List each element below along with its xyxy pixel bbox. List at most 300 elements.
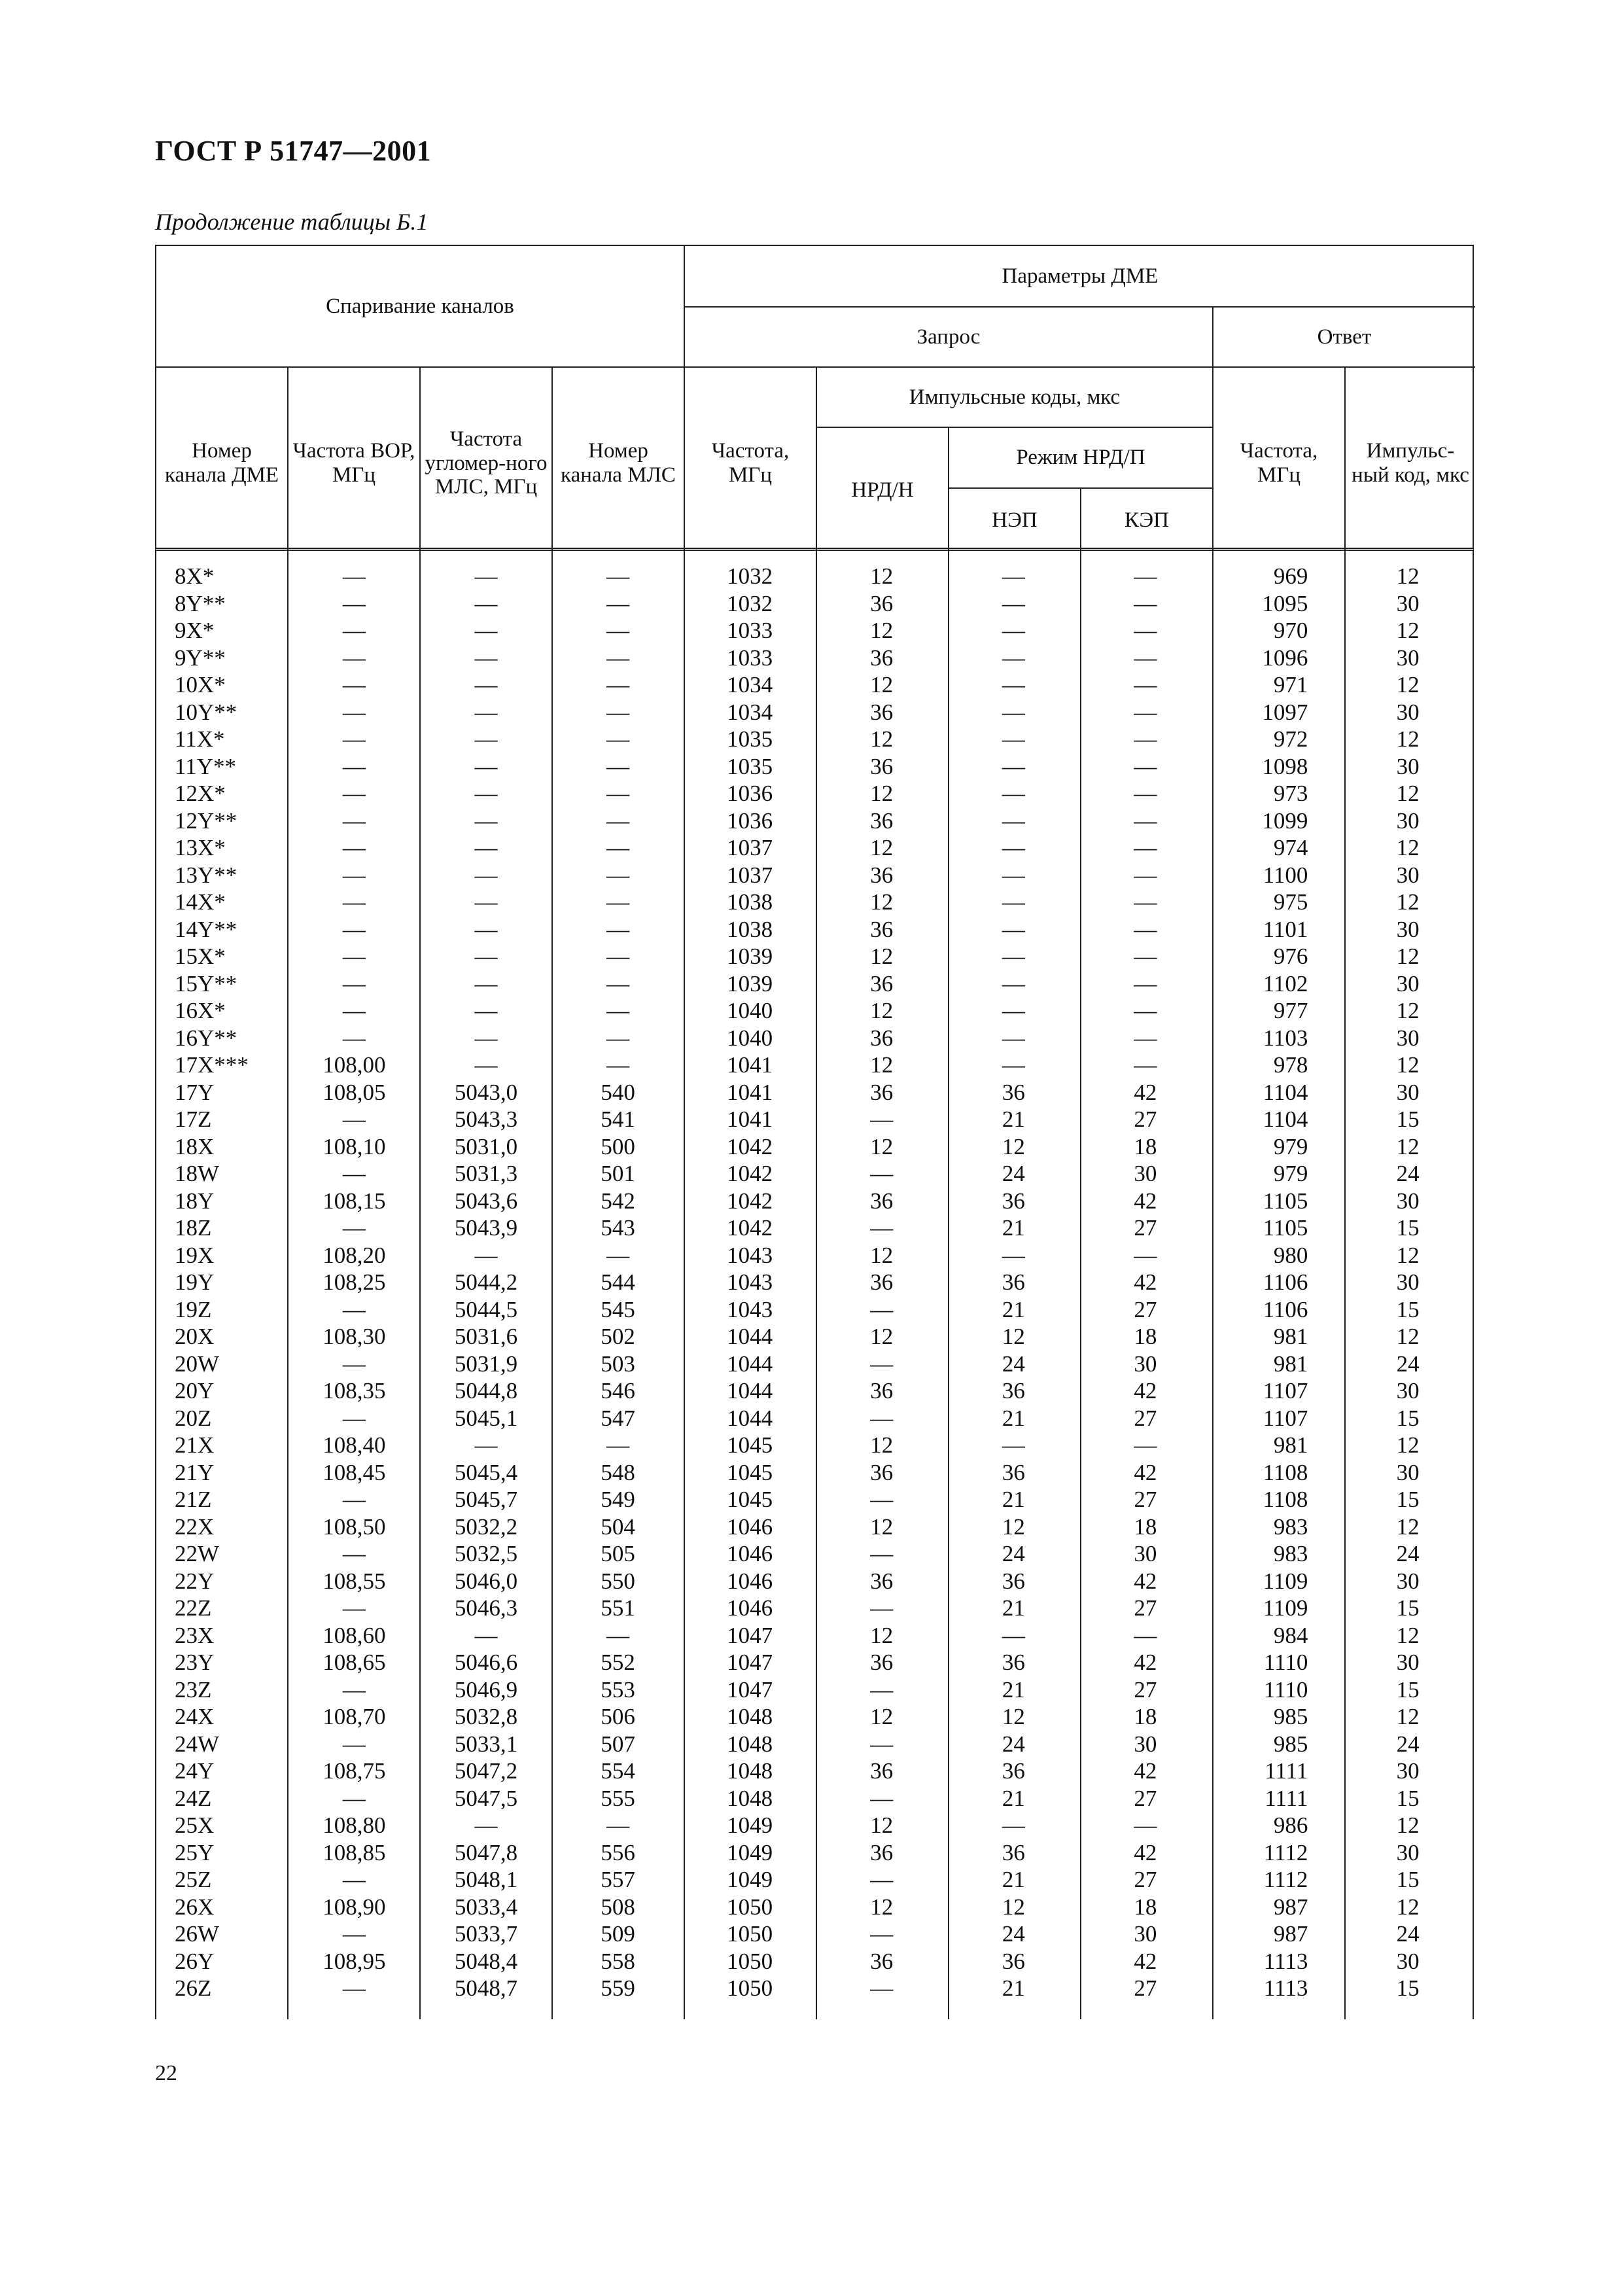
cell-vor-freq: — [342, 1921, 366, 1947]
cell-mls-channel: 559 [601, 1975, 635, 2001]
cell-response-code: 15 [1396, 1867, 1420, 1892]
cell-response-freq: 983 [1273, 1513, 1308, 1540]
cell-response-freq: 970 [1273, 618, 1308, 643]
cell-vor-freq: 108,20 [323, 1242, 386, 1268]
cell-response-code: 30 [1396, 1188, 1420, 1214]
cell-mls-angle-freq: — [474, 726, 498, 752]
cell-response-code: 12 [1396, 1622, 1420, 1648]
cell-dme-channel: 12X* [175, 781, 226, 806]
table-row [156, 1160, 1473, 1188]
cell-dme-channel: 21Z [175, 1487, 212, 1512]
cell-dme-channel: 23Z [175, 1676, 212, 1703]
cell-response-freq: 979 [1273, 1161, 1308, 1186]
cell-request-freq: 1041 [727, 1079, 773, 1105]
cell-kep: 27 [1134, 1975, 1157, 2001]
cell-response-freq: 1111 [1265, 1785, 1308, 1811]
table-row [156, 1649, 1473, 1676]
cell-request-freq: 1046 [727, 1513, 773, 1540]
cell-nrd-n: 12 [870, 1133, 894, 1159]
table-row [156, 1405, 1473, 1432]
cell-kep: 27 [1134, 1676, 1157, 1703]
table-row [156, 617, 1473, 645]
cell-mls-angle-freq: 5031,9 [454, 1351, 518, 1377]
cell-kep: 30 [1134, 1541, 1157, 1566]
cell-vor-freq: — [342, 1731, 366, 1757]
cell-request-freq: 1050 [727, 1921, 773, 1947]
cell-nep: 36 [1002, 1568, 1025, 1594]
cell-mls-angle-freq: — [474, 1242, 498, 1268]
cell-mls-channel: 543 [601, 1215, 635, 1241]
cell-response-code: 30 [1396, 807, 1420, 834]
cell-nep: — [1002, 1242, 1025, 1268]
cell-nep: — [1002, 1812, 1025, 1838]
cell-vor-freq: 108,10 [323, 1133, 386, 1159]
cell-nrd-n: — [870, 1975, 894, 2001]
cell-response-freq: 1108 [1263, 1487, 1308, 1512]
cell-dme-channel: 15X* [175, 944, 226, 969]
cell-response-freq: 969 [1273, 563, 1308, 589]
cell-kep: 27 [1134, 1215, 1157, 1241]
cell-nep: 36 [1002, 1758, 1025, 1784]
cell-vor-freq: 108,55 [323, 1568, 386, 1594]
cell-kep: 30 [1134, 1161, 1157, 1186]
cell-vor-freq: — [342, 970, 366, 997]
cell-dme-channel: 26X [175, 1894, 215, 1920]
cell-response-freq: 1107 [1263, 1378, 1308, 1404]
cell-dme-channel: 26Z [175, 1975, 212, 2001]
header-response-freq: Частота, МГц [1213, 368, 1346, 552]
cell-response-freq: 1096 [1262, 645, 1308, 671]
cell-response-freq: 1099 [1262, 807, 1308, 834]
table-row [156, 1866, 1473, 1894]
cell-vor-freq: — [342, 1405, 366, 1431]
cell-response-freq: 1112 [1263, 1867, 1308, 1892]
cell-response-code: 15 [1396, 1405, 1420, 1431]
cell-kep: — [1134, 618, 1157, 643]
cell-response-code: 12 [1396, 1242, 1420, 1268]
cell-response-code: 30 [1396, 1650, 1420, 1675]
cell-mls-channel: — [606, 862, 630, 888]
cell-vor-freq: 108,45 [323, 1459, 386, 1485]
cell-mls-channel: — [606, 1622, 630, 1648]
cell-nep: — [1002, 726, 1025, 752]
cell-vor-freq: — [342, 807, 366, 834]
cell-mls-channel: — [606, 1812, 630, 1838]
cell-request-freq: 1032 [727, 590, 773, 616]
cell-response-freq: 1104 [1263, 1106, 1308, 1132]
cell-vor-freq: 108,15 [323, 1188, 386, 1214]
cell-mls-angle-freq: 5043,6 [454, 1188, 518, 1214]
cell-nrd-n: 36 [870, 970, 894, 997]
table-row [156, 1948, 1473, 1975]
cell-request-freq: 1045 [727, 1459, 773, 1485]
table-row [156, 1757, 1473, 1785]
cell-request-freq: 1050 [727, 1948, 773, 1974]
cell-mls-angle-freq: — [474, 1622, 498, 1648]
table-row [156, 1839, 1473, 1867]
table-row [156, 1351, 1473, 1378]
cell-kep: — [1134, 1025, 1157, 1051]
cell-vor-freq: — [342, 862, 366, 888]
cell-response-freq: 985 [1273, 1731, 1308, 1757]
cell-dme-channel: 22Y [175, 1568, 215, 1594]
cell-vor-freq: — [342, 563, 366, 589]
cell-mls-angle-freq: — [474, 1432, 498, 1458]
cell-vor-freq: — [342, 1025, 366, 1051]
cell-mls-angle-freq: 5044,2 [454, 1269, 518, 1295]
cell-vor-freq: — [342, 699, 366, 725]
header-pulse-codes: Импульсные коды, мкс [817, 368, 1213, 428]
table-row [156, 1079, 1473, 1106]
cell-nep: 36 [1002, 1650, 1025, 1675]
cell-nrd-n: — [870, 1405, 894, 1431]
cell-nrd-n: 36 [870, 753, 894, 779]
cell-nep: 21 [1002, 1296, 1025, 1322]
cell-nep: — [1002, 1025, 1025, 1051]
cell-mls-channel: — [606, 781, 630, 806]
cell-mls-angle-freq: — [474, 862, 498, 888]
cell-dme-channel: 11X* [175, 726, 225, 752]
cell-response-freq: 1110 [1263, 1650, 1308, 1675]
cell-mls-angle-freq: 5043,0 [454, 1079, 518, 1105]
table-row [156, 1894, 1473, 1921]
cell-response-freq: 1097 [1262, 699, 1308, 725]
cell-kep: — [1134, 862, 1157, 888]
cell-mls-channel: — [606, 1052, 630, 1078]
cell-nrd-n: — [870, 1785, 894, 1811]
cell-mls-channel: — [606, 916, 630, 942]
cell-vor-freq: — [342, 1296, 366, 1322]
cell-nep: 36 [1002, 1188, 1025, 1214]
cell-nep: 36 [1002, 1269, 1025, 1295]
cell-nrd-n: 36 [870, 807, 894, 834]
header-dme-params: Параметры ДМЕ [685, 246, 1475, 308]
cell-response-code: 15 [1396, 1296, 1420, 1322]
cell-kep: 42 [1134, 1269, 1157, 1295]
cell-kep: — [1134, 807, 1157, 834]
table-row [156, 1703, 1473, 1731]
cell-mls-channel: — [606, 753, 630, 779]
cell-kep: 42 [1134, 1758, 1157, 1784]
cell-kep: — [1134, 916, 1157, 942]
cell-vor-freq: — [342, 1975, 366, 2001]
cell-dme-channel: 25Z [175, 1867, 212, 1892]
cell-mls-channel: 555 [601, 1785, 635, 1811]
header-nrd-n: НРД/Н [817, 428, 949, 552]
cell-dme-channel: 21X [175, 1432, 215, 1458]
cell-mls-angle-freq: — [474, 563, 498, 589]
cell-request-freq: 1038 [727, 916, 773, 942]
cell-nep: — [1002, 889, 1025, 915]
cell-nep: 12 [1002, 1133, 1025, 1159]
cell-mls-angle-freq: 5045,7 [454, 1487, 518, 1512]
cell-mls-channel: 500 [601, 1133, 635, 1159]
cell-response-freq: 987 [1273, 1921, 1308, 1947]
table-row [156, 780, 1473, 807]
cell-mls-channel: 540 [601, 1079, 635, 1105]
cell-dme-channel: 17Y [175, 1079, 215, 1105]
cell-response-freq: 1104 [1263, 1079, 1308, 1105]
cell-response-freq: 979 [1273, 1133, 1308, 1159]
cell-vor-freq: — [342, 672, 366, 698]
cell-nrd-n: 12 [870, 726, 894, 752]
cell-response-freq: 1106 [1263, 1269, 1308, 1295]
cell-mls-channel: — [606, 672, 630, 698]
table-row [156, 970, 1473, 998]
cell-dme-channel: 24W [175, 1731, 220, 1757]
header-request: Запрос [685, 308, 1213, 368]
cell-nrd-n: 36 [870, 1378, 894, 1404]
cell-request-freq: 1047 [727, 1622, 773, 1648]
cell-response-freq: 973 [1273, 781, 1308, 806]
cell-response-freq: 1111 [1265, 1758, 1308, 1784]
cell-mls-angle-freq: 5047,8 [454, 1839, 518, 1865]
table-row [156, 1486, 1473, 1513]
cell-mls-channel: — [606, 563, 630, 589]
cell-request-freq: 1032 [727, 563, 773, 589]
cell-nep: 36 [1002, 1459, 1025, 1485]
cell-mls-angle-freq: 5033,1 [454, 1731, 518, 1757]
cell-mls-channel: — [606, 1432, 630, 1458]
cell-request-freq: 1034 [727, 672, 773, 698]
table-row [156, 997, 1473, 1025]
cell-nrd-n: 36 [870, 916, 894, 942]
cell-kep: 42 [1134, 1650, 1157, 1675]
cell-mls-channel: 504 [601, 1513, 635, 1540]
cell-request-freq: 1044 [727, 1378, 773, 1404]
cell-response-freq: 977 [1273, 998, 1308, 1023]
cell-response-code: 15 [1396, 1785, 1420, 1811]
cell-nrd-n: 12 [870, 1812, 894, 1838]
cell-mls-angle-freq: 5048,1 [454, 1867, 518, 1892]
cell-nrd-n: 12 [870, 1894, 894, 1920]
table-row [156, 1133, 1473, 1161]
cell-nep: — [1002, 998, 1025, 1023]
table-row [156, 1975, 1473, 2002]
header-vor-freq: Частота ВОР, МГц [288, 368, 421, 552]
cell-response-freq: 1109 [1263, 1568, 1308, 1594]
cell-mls-channel: 549 [601, 1487, 635, 1512]
cell-nep: — [1002, 563, 1025, 589]
cell-request-freq: 1042 [727, 1133, 773, 1159]
cell-mls-angle-freq: 5046,0 [454, 1568, 518, 1594]
cell-kep: — [1134, 563, 1157, 589]
cell-nrd-n: — [870, 1351, 894, 1377]
cell-response-code: 12 [1396, 726, 1420, 752]
header-pairing: Спаривание каналов [156, 246, 685, 368]
cell-mls-channel: 544 [601, 1269, 635, 1295]
cell-response-code: 30 [1396, 1378, 1420, 1404]
cell-vor-freq: 108,90 [323, 1894, 386, 1920]
cell-response-freq: 980 [1273, 1242, 1308, 1268]
cell-response-code: 12 [1396, 1432, 1420, 1458]
table-row [156, 1920, 1473, 1948]
cell-vor-freq: 108,60 [323, 1622, 386, 1648]
table-row [156, 1568, 1473, 1595]
table-row [156, 1377, 1473, 1405]
cell-response-freq: 1105 [1263, 1188, 1308, 1214]
cell-mls-angle-freq: 5047,5 [454, 1785, 518, 1811]
cell-response-code: 30 [1396, 1025, 1420, 1051]
cell-kep: 18 [1134, 1704, 1157, 1729]
cell-nrd-n: 36 [870, 699, 894, 725]
cell-mls-angle-freq: 5031,6 [454, 1324, 518, 1349]
cell-dme-channel: 14X* [175, 889, 226, 915]
cell-nep: 21 [1002, 1405, 1025, 1431]
cell-kep: 27 [1134, 1595, 1157, 1621]
table-row [156, 943, 1473, 970]
cell-nep: 21 [1002, 1106, 1025, 1132]
cell-vor-freq: — [342, 835, 366, 860]
cell-nrd-n: 12 [870, 563, 894, 589]
cell-nep: 12 [1002, 1513, 1025, 1540]
cell-mls-channel: — [606, 835, 630, 860]
cell-nrd-n: — [870, 1731, 894, 1757]
table-row [156, 916, 1473, 944]
cell-nrd-n: 12 [870, 618, 894, 643]
table-row [156, 1812, 1473, 1839]
cell-kep: — [1134, 944, 1157, 969]
table-row [156, 1296, 1473, 1324]
cell-mls-channel: 550 [601, 1568, 635, 1594]
cell-response-freq: 981 [1273, 1324, 1308, 1349]
cell-kep: 27 [1134, 1296, 1157, 1322]
table-row [156, 726, 1473, 753]
cell-dme-channel: 19Z [175, 1296, 212, 1322]
cell-nrd-n: 36 [870, 1568, 894, 1594]
cell-response-freq: 1100 [1263, 862, 1308, 888]
cell-vor-freq: — [342, 1106, 366, 1132]
cell-kep: — [1134, 998, 1157, 1023]
cell-request-freq: 1048 [727, 1704, 773, 1729]
cell-request-freq: 1038 [727, 889, 773, 915]
cell-mls-angle-freq: — [474, 1052, 498, 1078]
cell-dme-channel: 24Y [175, 1758, 215, 1784]
table-row [156, 1595, 1473, 1622]
cell-mls-angle-freq: 5033,7 [454, 1921, 518, 1947]
cell-response-freq: 1108 [1263, 1459, 1308, 1485]
cell-response-code: 12 [1396, 1324, 1420, 1349]
cell-nrd-n: 36 [870, 1948, 894, 1974]
cell-mls-angle-freq: — [474, 618, 498, 643]
cell-response-freq: 974 [1273, 835, 1308, 860]
cell-dme-channel: 18Z [175, 1215, 212, 1241]
table-row [156, 1513, 1473, 1541]
cell-mls-angle-freq: 5046,6 [454, 1650, 518, 1675]
cell-vor-freq: 108,25 [323, 1269, 386, 1295]
cell-kep: 27 [1134, 1785, 1157, 1811]
cell-kep: — [1134, 1432, 1157, 1458]
cell-vor-freq: 108,35 [323, 1378, 386, 1404]
cell-mls-channel: 507 [601, 1731, 635, 1757]
cell-kep: 27 [1134, 1867, 1157, 1892]
cell-response-code: 30 [1396, 1758, 1420, 1784]
cell-request-freq: 1046 [727, 1541, 773, 1566]
cell-request-freq: 1039 [727, 944, 773, 969]
cell-dme-channel: 25X [175, 1812, 215, 1838]
cell-dme-channel: 23X [175, 1622, 215, 1648]
cell-nrd-n: 12 [870, 835, 894, 860]
cell-mls-channel: — [606, 618, 630, 643]
cell-dme-channel: 25Y [175, 1839, 215, 1865]
cell-nrd-n: 12 [870, 1513, 894, 1540]
cell-mls-channel: — [606, 998, 630, 1023]
header-dme-channel: Номер канала ДМЕ [156, 368, 288, 552]
cell-mls-channel: 501 [601, 1161, 635, 1186]
cell-nrd-n: — [870, 1595, 894, 1621]
cell-dme-channel: 9Y** [175, 645, 226, 671]
cell-response-code: 30 [1396, 862, 1420, 888]
cell-nep: — [1002, 807, 1025, 834]
cell-response-freq: 1101 [1263, 916, 1308, 942]
cell-vor-freq: — [342, 781, 366, 806]
cell-request-freq: 1042 [727, 1188, 773, 1214]
cell-nrd-n: 36 [870, 862, 894, 888]
cell-dme-channel: 21Y [175, 1459, 215, 1485]
cell-request-freq: 1033 [727, 645, 773, 671]
cell-dme-channel: 20X [175, 1324, 215, 1349]
cell-mls-channel: 557 [601, 1867, 635, 1892]
cell-nep: 36 [1002, 1378, 1025, 1404]
cell-response-freq: 987 [1273, 1894, 1308, 1920]
header-response-code: Импульс-ный код, мкс [1352, 439, 1469, 487]
cell-nrd-n: — [870, 1215, 894, 1241]
cell-request-freq: 1045 [727, 1432, 773, 1458]
cell-request-freq: 1039 [727, 970, 773, 997]
cell-kep: — [1134, 1052, 1157, 1078]
cell-dme-channel: 24X [175, 1704, 215, 1729]
cell-request-freq: 1047 [727, 1676, 773, 1703]
cell-mls-angle-freq: 5032,5 [454, 1541, 518, 1566]
cell-vor-freq: 108,70 [323, 1704, 386, 1729]
cell-nep: — [1002, 1052, 1025, 1078]
cell-nrd-n: 12 [870, 1622, 894, 1648]
cell-mls-channel: 547 [601, 1405, 635, 1431]
cell-request-freq: 1049 [727, 1839, 773, 1865]
cell-mls-angle-freq: 5032,2 [454, 1513, 518, 1540]
cell-mls-angle-freq: — [474, 835, 498, 860]
cell-nep: 21 [1002, 1487, 1025, 1512]
cell-mls-channel: 505 [601, 1541, 635, 1566]
cell-vor-freq: — [342, 1487, 366, 1512]
cell-response-code: 30 [1396, 1269, 1420, 1295]
cell-nep: — [1002, 944, 1025, 969]
table-row [156, 753, 1473, 781]
cell-mls-angle-freq: — [474, 889, 498, 915]
cell-nrd-n: — [870, 1487, 894, 1512]
cell-mls-angle-freq: — [474, 753, 498, 779]
cell-mls-channel: 558 [601, 1948, 635, 1974]
cell-mls-channel: 548 [601, 1459, 635, 1485]
cell-kep: 30 [1134, 1731, 1157, 1757]
cell-nrd-n: 36 [870, 1839, 894, 1865]
cell-vor-freq: 108,50 [323, 1513, 386, 1540]
cell-mls-channel: — [606, 1025, 630, 1051]
cell-vor-freq: — [342, 590, 366, 616]
cell-response-code: 12 [1396, 1052, 1420, 1078]
cell-kep: 27 [1134, 1405, 1157, 1431]
cell-dme-channel: 22X [175, 1513, 215, 1540]
cell-mls-angle-freq: 5031,0 [454, 1133, 518, 1159]
table-row [156, 1731, 1473, 1758]
cell-mls-channel: 506 [601, 1704, 635, 1729]
cell-nep: — [1002, 645, 1025, 671]
cell-response-code: 12 [1396, 618, 1420, 643]
cell-request-freq: 1048 [727, 1758, 773, 1784]
cell-mls-channel: — [606, 645, 630, 671]
cell-request-freq: 1044 [727, 1324, 773, 1349]
cell-mls-channel: 508 [601, 1894, 635, 1920]
